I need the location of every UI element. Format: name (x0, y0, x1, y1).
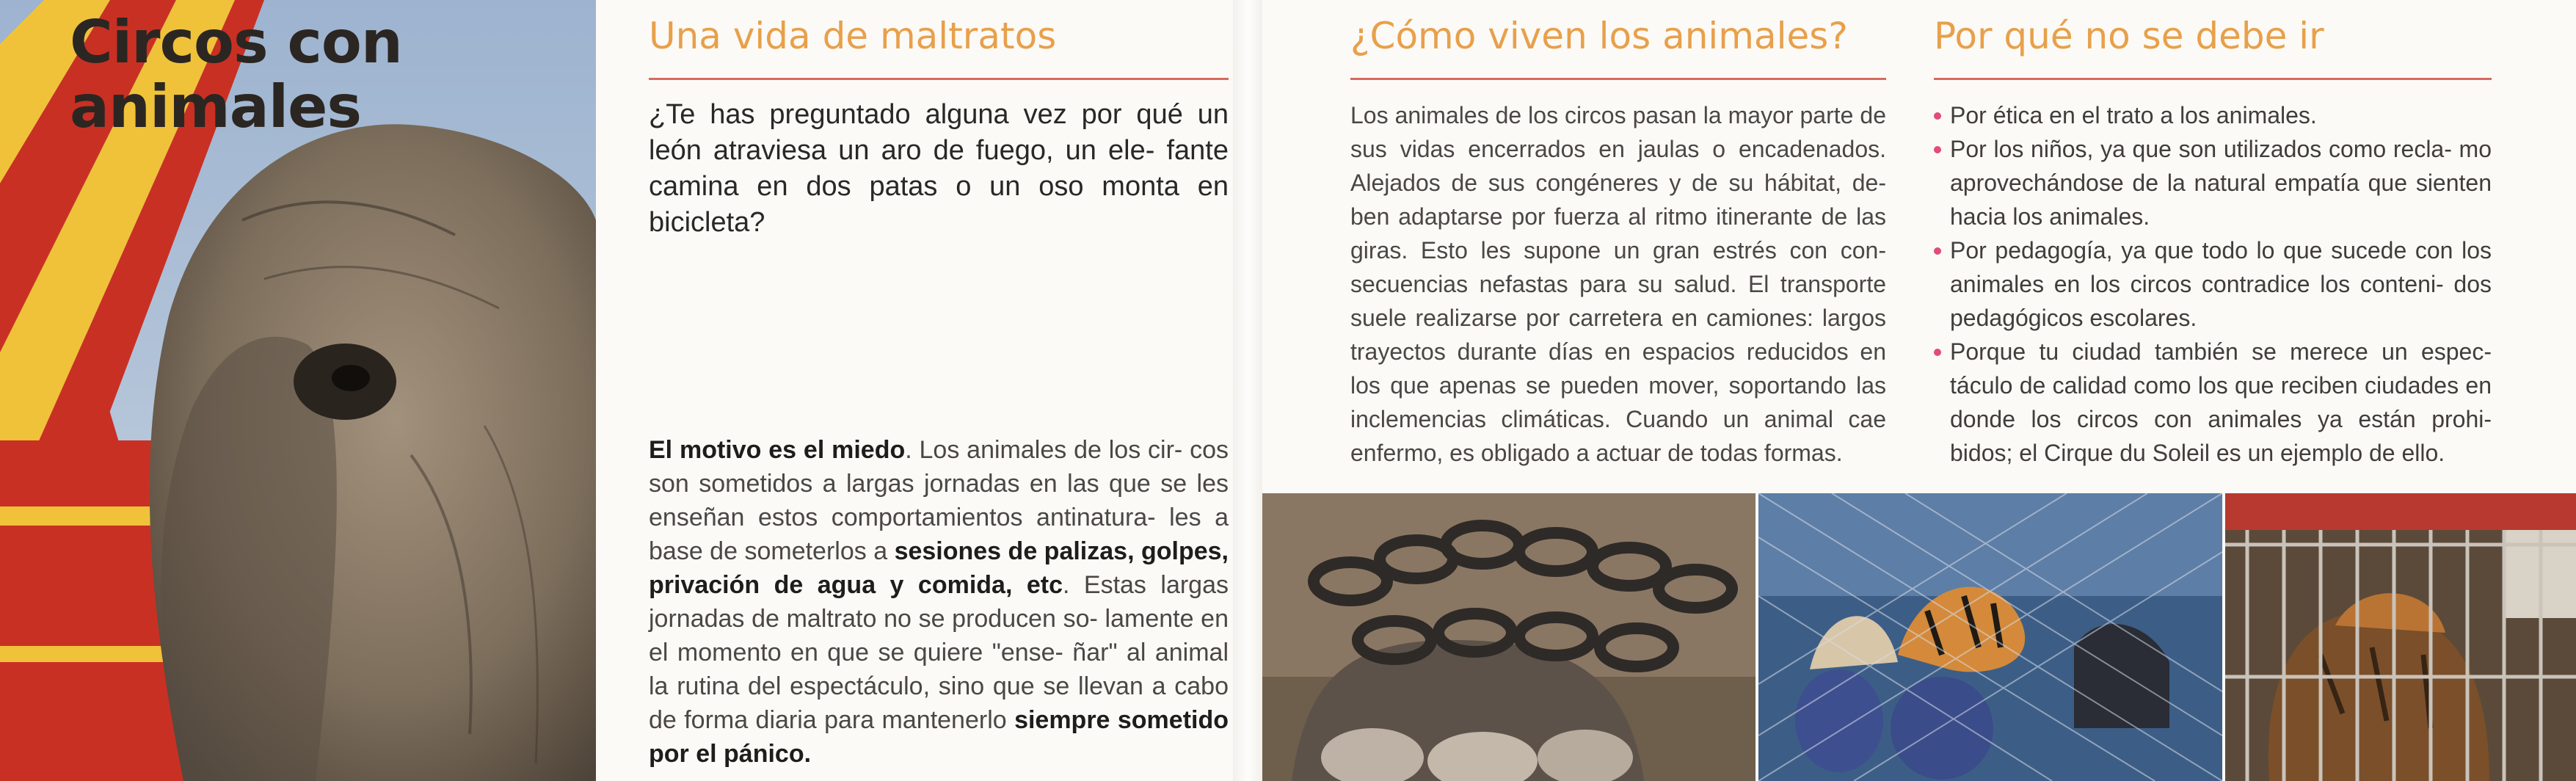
page-fold (1233, 0, 1262, 781)
maltratos-text-1: . Los animales de los cir- cos son sometidos a largas jornadas en las que se les enseñan estos comportamientos antinatura- les a base de someterlos a (649, 436, 1229, 565)
maltratos-panel (596, 0, 1233, 781)
porque-item-1: Por ética en el trato a los animales. (1934, 98, 2492, 132)
maltratos-body (649, 433, 1229, 771)
chained-foot-photo (1262, 493, 1755, 781)
cover-title-line1: Circos con (70, 8, 402, 76)
maltratos-bold-2: sesiones de palizas, golpes, privación de agua y comida, etc (649, 537, 1229, 599)
cover-title (70, 10, 402, 139)
porque-item-4: Porque tu ciudad también se merece un espec- táculo de calidad como los que reciben ciudades en donde los circos con animales ya están prohi- bidos; el Cirque du Soleil es un ejemplo de ello. (1934, 335, 2492, 470)
tigers-photo (1758, 493, 2222, 781)
viven-divider (1350, 78, 1886, 80)
porque-item-2: Por los niños, ya que son utilizados como recla- mo aprovechándose de la natural empatía que sienten hacia los animales. (1934, 132, 2492, 233)
porque-item-3: Por pedagogía, ya que todo lo que sucede con los animales en los circos contradice los conteni- dos pedagógicos escolares. (1934, 233, 2492, 335)
caged-tiger-photo (2225, 493, 2576, 781)
viven-heading: ¿Cómo viven los animales? (1350, 15, 1848, 57)
maltratos-heading: Una vida de maltratos (649, 15, 1057, 57)
maltratos-intro: ¿Te has preguntado alguna vez por qué un león atraviesa un aro de fuego, un ele- fante camina en dos patas o un oso monta en bicicleta? (649, 99, 1229, 238)
cover-title-line2: animales (70, 73, 361, 141)
porque-list (1934, 98, 2492, 470)
maltratos-text-2: . Estas largas jornadas de maltrato no se producen so- lamente en el momento en que se quiere "ense- ñar" al animal la rutina del espectáculo, sino que se llevan a cabo de forma diaria para mantenerlo (649, 571, 1229, 734)
viven-body: Los animales de los circos pasan la mayor parte de sus vidas encerrados en jaulas o encadenados. Alejados de sus congéneres y de su hábitat, de- ben adaptarse por fuerza al ritmo itinerante de las giras. Esto les supone un gran estrés con con- secuencias nefastas para su salud. El transporte suele realizarse por carretera en camiones: largos trayectos durante días en espacios reducidos en los que apenas se pueden mover, soportando las inclemencias climáticas. Cuando un animal cae enfermo, es obligado a actuar de todas formas. (1350, 102, 1886, 466)
cover-panel (0, 0, 596, 781)
maltratos-bold-1: El motivo es el miedo (649, 436, 906, 464)
maltratos-bold-3: siempre sometido por el pánico. (649, 706, 1229, 768)
maltratos-divider (649, 78, 1229, 80)
porque-divider (1934, 78, 2492, 80)
porque-heading: Por qué no se debe ir (1934, 15, 2324, 57)
photo-strip (1262, 493, 2576, 781)
